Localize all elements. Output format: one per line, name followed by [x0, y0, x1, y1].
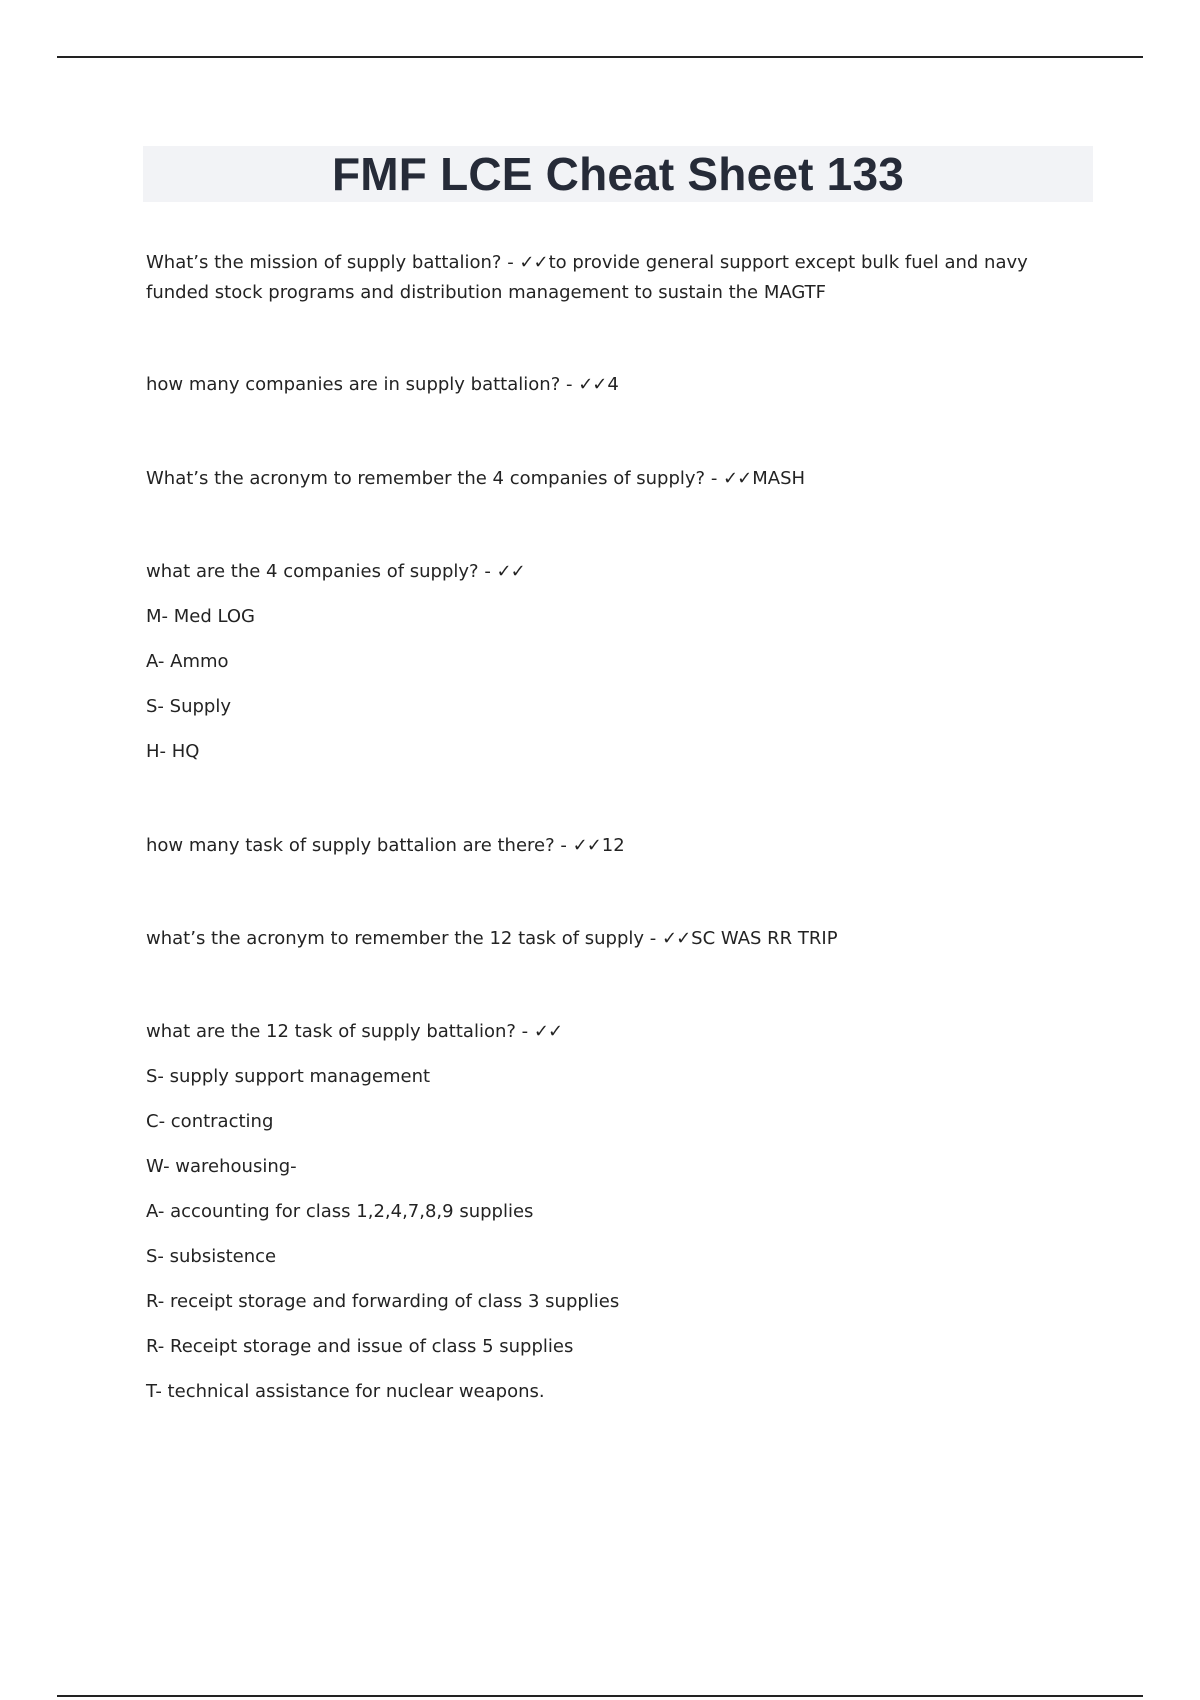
check-mark-icon: ✓✓	[496, 561, 525, 582]
answer-text: MASH	[752, 468, 806, 489]
qa-entry	[146, 924, 1076, 954]
answer-text: 4	[607, 374, 619, 395]
list-item: S- subsistence	[146, 1246, 277, 1267]
document-body	[146, 248, 1076, 1407]
qa-entry	[146, 248, 1076, 308]
list-item: C- contracting	[146, 1111, 274, 1132]
list-item: R- Receipt storage and issue of class 5 supplies	[146, 1336, 574, 1357]
check-mark-icon: ✓✓	[723, 468, 752, 489]
list-item: H- HQ	[146, 741, 200, 762]
list-item: T- technical assistance for nuclear weapons.	[146, 1381, 545, 1402]
list-item: R- receipt storage and forwarding of class 3 supplies	[146, 1291, 620, 1312]
list-item: S- supply support management	[146, 1066, 431, 1087]
question-text: how many task of supply battalion are there? -	[146, 835, 573, 856]
answer-text: to provide general support except bulk fuel and navy funded stock programs and distribution management to sustain the MAGTF	[146, 252, 1028, 303]
check-mark-icon: ✓✓	[533, 1021, 563, 1042]
question-text: what are the 4 companies of supply? -	[146, 561, 497, 582]
top-rule	[57, 56, 1143, 58]
list-item: S- Supply	[146, 696, 231, 717]
qa-entry	[146, 831, 1076, 861]
qa-entry	[146, 557, 1076, 587]
check-mark-icon: ✓✓	[572, 835, 601, 856]
list-item: A- Ammo	[146, 651, 229, 672]
qa-entry	[146, 464, 1076, 494]
qa-entry	[146, 1017, 1076, 1047]
bottom-rule	[57, 1695, 1143, 1697]
list-item: M- Med LOG	[146, 606, 256, 627]
document-title: FMF LCE Cheat Sheet 133	[331, 148, 905, 200]
question-text: how many companies are in supply battalion? -	[146, 374, 579, 395]
question-text: What’s the mission of supply battalion? -	[146, 252, 520, 273]
check-mark-icon: ✓✓	[519, 252, 548, 273]
qa-entry	[146, 370, 1076, 400]
question-text: what are the 12 task of supply battalion? -	[146, 1021, 534, 1042]
check-mark-icon: ✓✓	[578, 374, 607, 395]
tasks-list	[146, 1062, 1076, 1407]
question-text: what’s the acronym to remember the 12 task of supply -	[146, 928, 662, 949]
title-band	[143, 146, 1093, 202]
answer-text: SC WAS RR TRIP	[691, 928, 838, 949]
companies-list	[146, 602, 1076, 767]
answer-text: 12	[601, 835, 625, 856]
list-item: A- accounting for class 1,2,4,7,8,9 supplies	[146, 1201, 534, 1222]
check-mark-icon: ✓✓	[662, 928, 691, 949]
list-item: W- warehousing-	[146, 1156, 297, 1177]
question-text: What’s the acronym to remember the 4 companies of supply? -	[146, 468, 724, 489]
